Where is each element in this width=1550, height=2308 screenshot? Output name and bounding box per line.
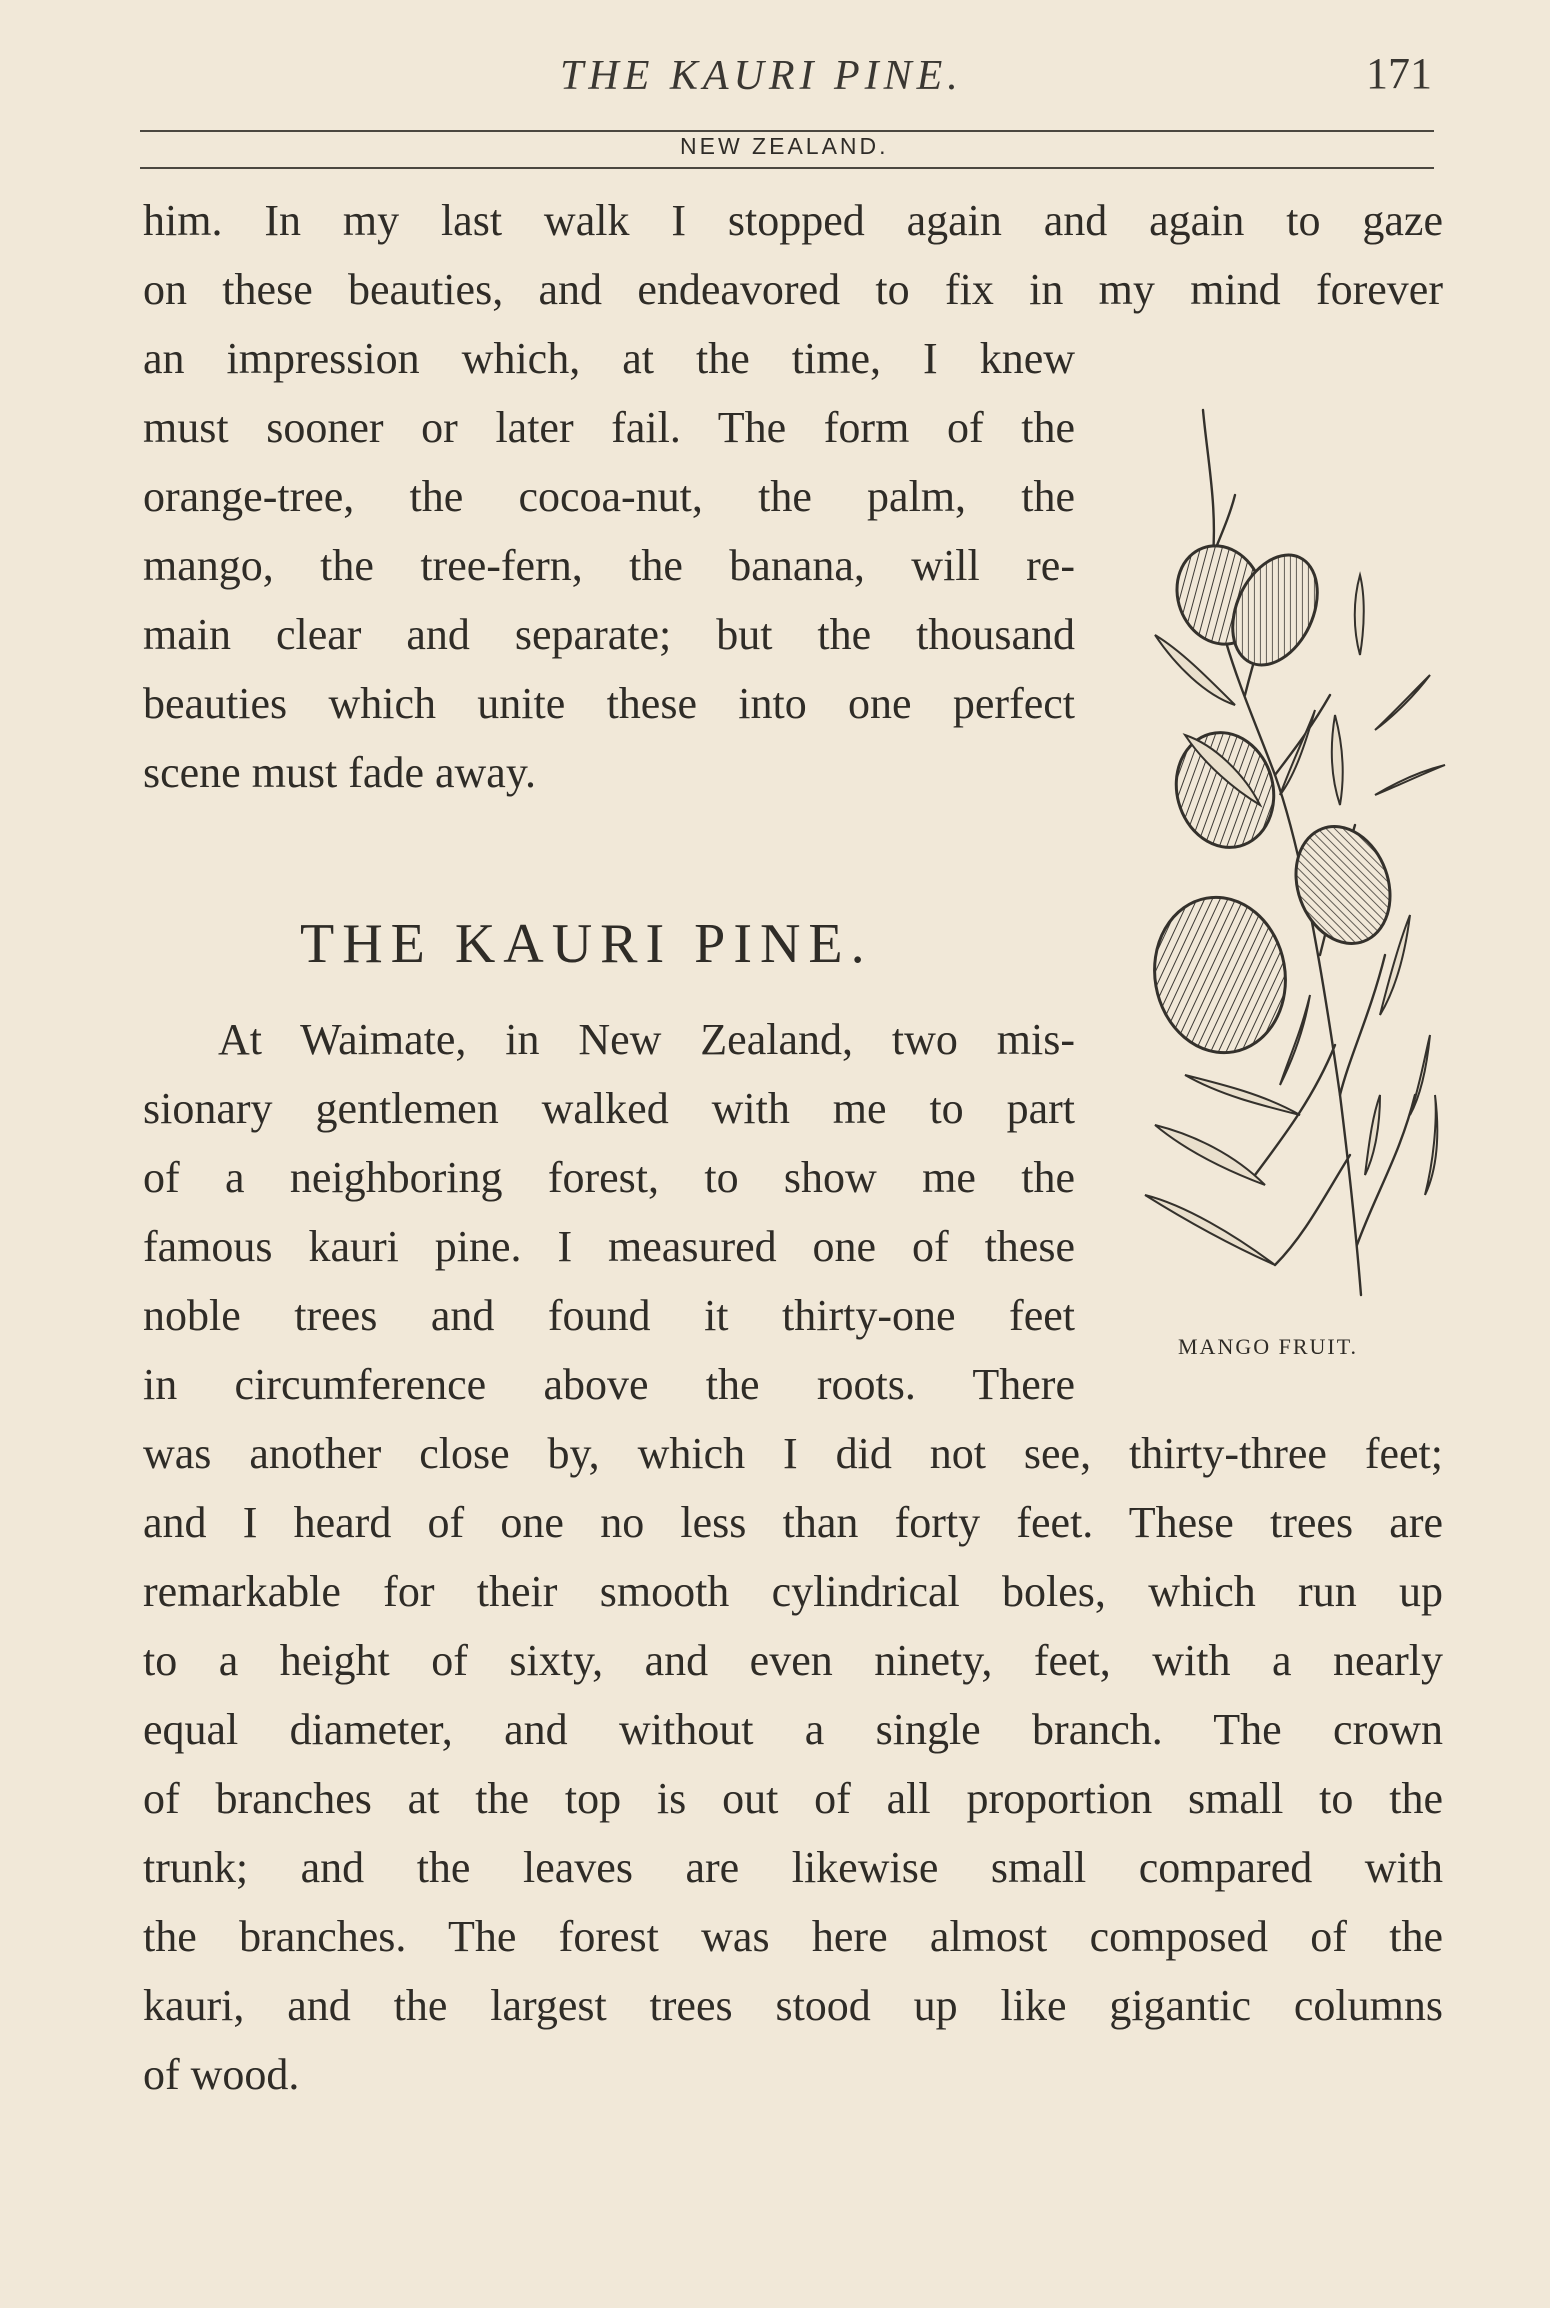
body-line: was another close by, which I did not see, thirty-three feet; bbox=[143, 1429, 1443, 1478]
body-line: famous kauri pine. I measured one of these bbox=[143, 1222, 1075, 1271]
body-line: the branches. The forest was here almost composed of the bbox=[143, 1912, 1443, 1961]
body-line: main clear and separate; but the thousand bbox=[143, 610, 1075, 659]
body-line: remarkable for their smooth cylindrical boles, which run up bbox=[143, 1567, 1443, 1616]
body-line: of branches at the top is out of all proportion small to the bbox=[143, 1774, 1443, 1823]
body-line: on these beauties, and endeavored to fix in my mind forever bbox=[143, 265, 1443, 314]
mango-fruit-engraving-icon bbox=[1125, 395, 1460, 1320]
header-rule-bottom bbox=[140, 167, 1434, 169]
body-line: to a height of sixty, and even ninety, feet, with a nearly bbox=[143, 1636, 1443, 1685]
body-line: him. In my last walk I stopped again and again to gaze bbox=[143, 196, 1443, 245]
body-line: orange-tree, the cocoa-nut, the palm, the bbox=[143, 472, 1075, 521]
body-line: of a neighboring forest, to show me the bbox=[143, 1153, 1075, 1202]
body-line: kauri, and the largest trees stood up like gigantic columns bbox=[143, 1981, 1443, 2030]
body-line: mango, the tree-fern, the banana, will re- bbox=[143, 541, 1075, 590]
body-line: equal diameter, and without a single branch. The crown bbox=[143, 1705, 1443, 1754]
page-number: 171 bbox=[1366, 49, 1432, 98]
body-line: sionary gentlemen walked with me to part bbox=[143, 1084, 1075, 1133]
body-line: scene must fade away. bbox=[143, 748, 536, 797]
section-label: NEW ZEALAND. bbox=[680, 133, 889, 159]
body-line: trunk; and the leaves are likewise small compared with bbox=[143, 1843, 1443, 1892]
body-line: of wood. bbox=[143, 2050, 300, 2099]
body-line: in circumference above the roots. There bbox=[143, 1360, 1075, 1409]
header-rule-top bbox=[140, 130, 1434, 132]
illustration-caption: MANGO FRUIT. bbox=[1178, 1334, 1359, 1359]
body-line: beauties which unite these into one perfect bbox=[143, 679, 1075, 728]
body-line: must sooner or later fail. The form of the bbox=[143, 403, 1075, 452]
body-line: and I heard of one no less than forty feet. These trees are bbox=[143, 1498, 1443, 1547]
body-line: At Waimate, in New Zealand, two mis- bbox=[218, 1015, 1075, 1064]
section-heading: THE KAURI PINE. bbox=[300, 913, 873, 975]
body-line: an impression which, at the time, I knew bbox=[143, 334, 1075, 383]
running-title: THE KAURI PINE. bbox=[560, 53, 963, 99]
body-line: noble trees and found it thirty-one feet bbox=[143, 1291, 1075, 1340]
